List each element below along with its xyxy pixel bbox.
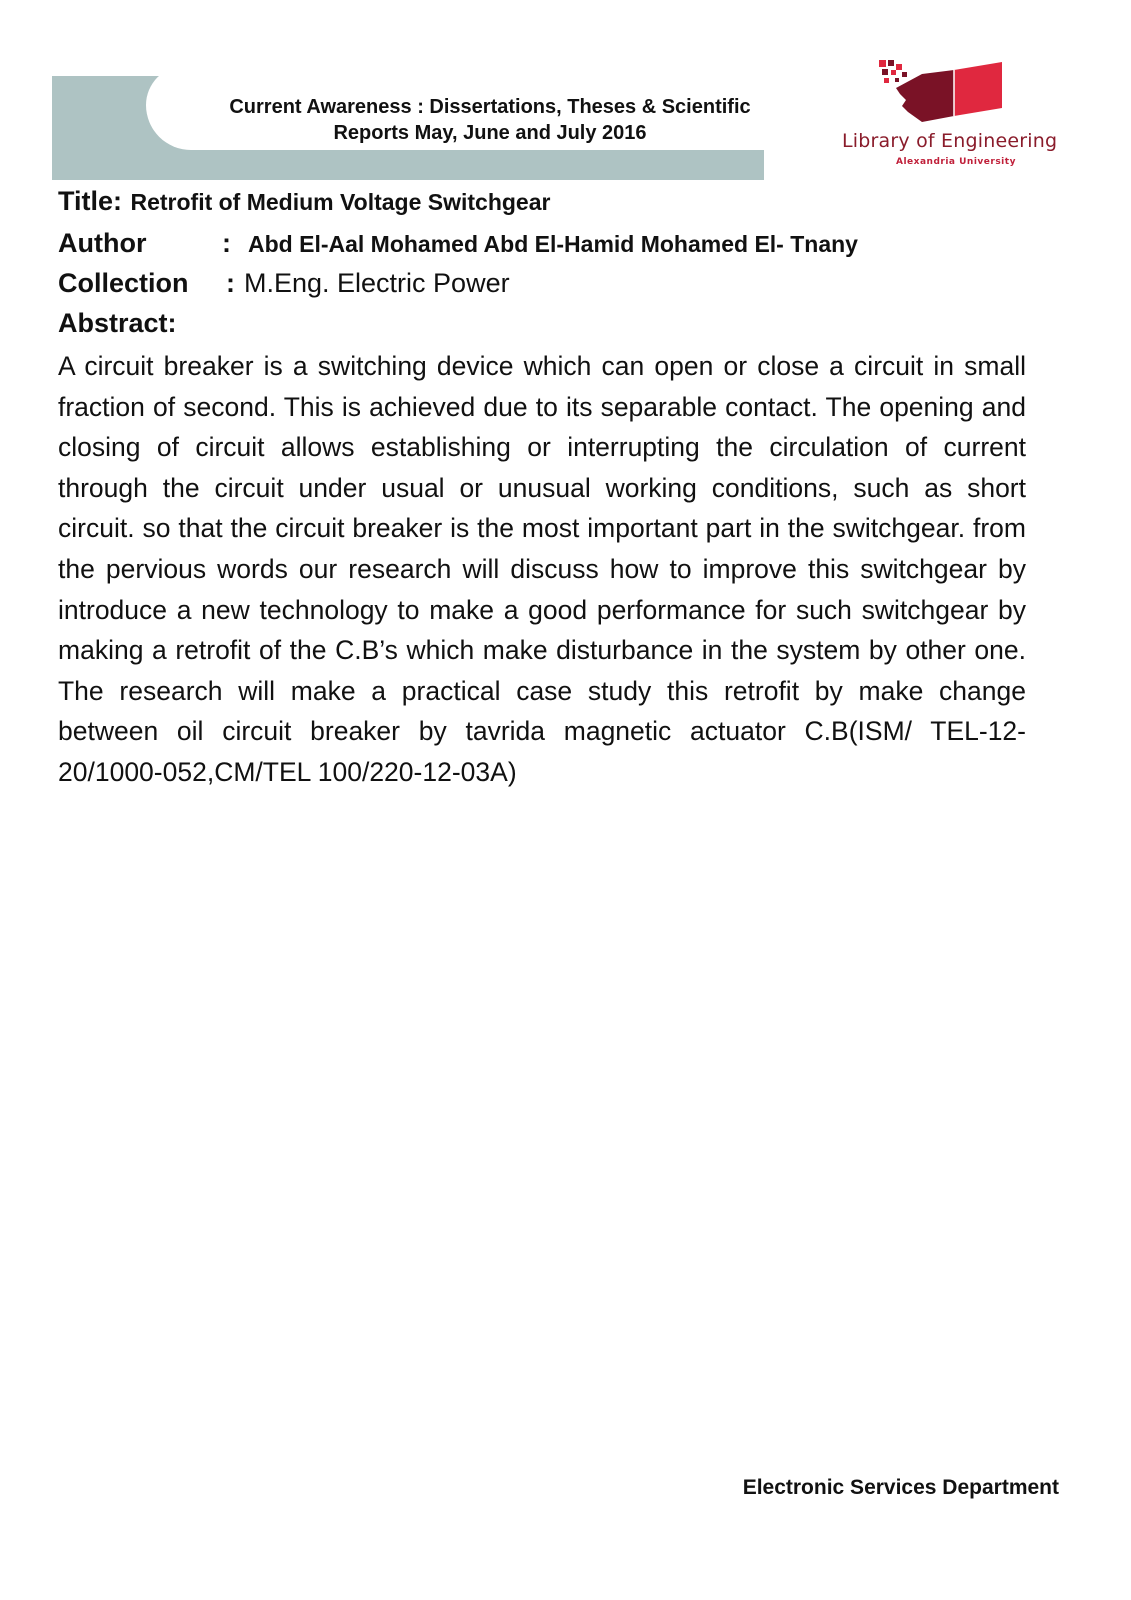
library-name: Library of Engineering: [842, 130, 1058, 152]
footer-department: Electronic Services Department: [742, 1476, 1059, 1499]
abstract-text: A circuit breaker is a switching device which can open or close a circuit in small fraction of second. This is achieved due to its separable contact. The opening and closing of circuit allows establishing or interrupting the circulation of current through the circuit under usual or unusual working conditions, such as short circuit. so that the circuit breaker is the most important part in the switchgear. from the pervious words our research will discuss how to improve this switchgear by introduce a new technology to make a good performance for such switchgear by making a retrofit of the C.B’s which make disturbance in the system by other one. The research will make a practical case study this retrofit by make change between oil circuit breaker by tavrida magnetic actuator C.B(ISM/ TEL-12-20/1000-052,CM/TEL 100/220-12-03A): [58, 351, 1026, 787]
author-row: [58, 228, 858, 259]
author-value: Abd El-Aal Mohamed Abd El-Hamid Mohamed El- Tnany: [248, 231, 858, 257]
title-label: Title:: [58, 186, 123, 216]
abstract-label: Abstract:: [58, 308, 177, 338]
title-row: [58, 186, 550, 217]
collection-value: M.Eng. Electric Power: [244, 268, 510, 298]
author-label: Author: [58, 228, 147, 258]
library-university: Alexandria University: [896, 157, 1016, 167]
collection-colon: :: [226, 268, 235, 298]
header-title-line2: Reports May, June and July 2016: [333, 122, 647, 144]
collection-row: [58, 268, 510, 299]
title-value: Retrofit of Medium Voltage Switchgear: [130, 189, 551, 215]
collection-label: Collection: [58, 268, 189, 298]
header-title-line1: Current Awareness : Dissertations, Theses & Scientific: [229, 96, 751, 118]
header-title: [160, 94, 820, 146]
author-colon: :: [222, 228, 231, 258]
